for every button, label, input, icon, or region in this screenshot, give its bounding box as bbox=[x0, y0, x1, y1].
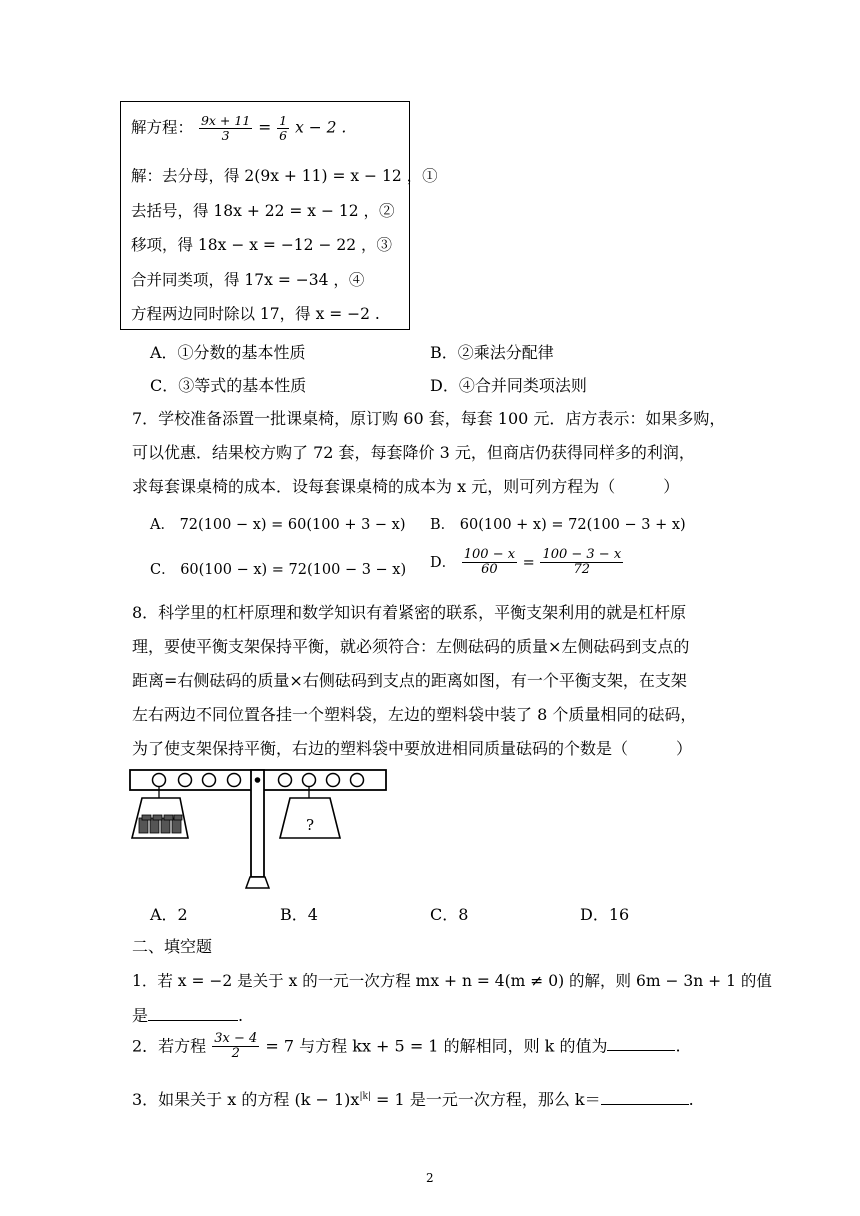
q6-option-d: D．④合并同类项法则 bbox=[430, 376, 587, 395]
q8-line-4: 左右两边不同位置各挂一个塑料袋，左边的塑料袋中装了 8 个质量相同的砝码， bbox=[132, 705, 697, 724]
fill-q2-blank[interactable] bbox=[607, 1036, 675, 1051]
fraction-1-den: 3 bbox=[221, 127, 230, 143]
q7-option-c: C． 60(100 − x) = 72(100 − 3 − x) bbox=[150, 562, 407, 578]
fill-q1-line-1: 1．若 x = −2 是关于 x 的一元一次方程 mx + n = 4(m ≠ 0) 的解，则 6m − 3n + 1 的值 bbox=[132, 972, 772, 990]
fraction-1-num: 9x + 11 bbox=[200, 113, 251, 128]
fill-q3 bbox=[132, 1087, 694, 1110]
fill-q1-line2-text: 是 bbox=[132, 1006, 149, 1025]
q8-line-3: 距离=右侧砝码的质量×右侧砝码到支点的距离如图，有一个平衡支架，在支架 bbox=[132, 671, 687, 690]
q7-option-b: B． 60(100 + x) = 72(100 − 3 + x) bbox=[430, 517, 686, 533]
q8-line-5: 为了使支架保持平衡，右边的塑料袋中要放进相同质量砝码的个数是（ ） bbox=[132, 739, 693, 758]
q7-line-1: 7．学校准备添置一批课桌椅，原订购 60 套，每套 100 元．店方表示：如果多购， bbox=[132, 409, 726, 428]
fraction-2-den: 6 bbox=[279, 127, 288, 143]
q7-d-num-2: 100 − 3 − x bbox=[542, 547, 622, 562]
page-number: 2 bbox=[426, 1171, 434, 1185]
fill-q3-end: . bbox=[688, 1090, 694, 1109]
q8-option-d: D．16 bbox=[580, 905, 630, 924]
fraction-1 bbox=[199, 114, 252, 143]
fraction-2 bbox=[277, 114, 289, 143]
balance-lever-figure bbox=[128, 764, 390, 890]
fill-q2-mid: = 7 与方程 kx + 5 = 1 的解相同，则 k 的值为 bbox=[265, 1036, 608, 1056]
fill-q2 bbox=[132, 1032, 681, 1062]
box-line-4: 移项，得 18x − x = −12 − 22 ，③ bbox=[131, 236, 393, 254]
q8-line-2: 理，要使平衡支架保持平衡，就必须符合：左侧砝码的质量×左侧砝码到支点的 bbox=[132, 637, 690, 656]
fill-q2-end: . bbox=[675, 1036, 681, 1056]
fill-q2-num: 3x − 4 bbox=[214, 1031, 258, 1046]
q6-option-a: A．①分数的基本性质 bbox=[150, 343, 306, 362]
q6-option-b: B．②乘法分配律 bbox=[430, 343, 554, 362]
box-line1-prefix: 解方程： bbox=[131, 118, 194, 137]
fill-q2-fraction bbox=[212, 1032, 259, 1062]
q7-d-den-2: 72 bbox=[573, 562, 591, 578]
fill-q3-exponent: |k| bbox=[359, 1091, 371, 1102]
equals-sign: = bbox=[258, 118, 272, 137]
fill-q3-prefix: 3．如果关于 x 的方程 (k − 1)x bbox=[132, 1090, 360, 1109]
section-title-fill-in: 二、填空题 bbox=[132, 937, 213, 956]
q7-option-a: A． 72(100 − x) = 60(100 + 3 − x) bbox=[150, 517, 406, 533]
fill-q1-line-2 bbox=[132, 1003, 243, 1026]
fill-q1-end: . bbox=[238, 1006, 244, 1025]
q6-option-c: C．③等式的基本性质 bbox=[150, 376, 307, 395]
fill-q3-blank[interactable] bbox=[601, 1090, 689, 1105]
q7-d-den-1: 60 bbox=[481, 562, 498, 578]
q7-d-fraction-1 bbox=[462, 548, 517, 578]
q8-option-a: A．2 bbox=[150, 905, 188, 924]
fill-q1-blank[interactable] bbox=[148, 1006, 238, 1021]
solution-box bbox=[120, 101, 438, 330]
lever-post bbox=[251, 770, 264, 877]
q7-option-d bbox=[430, 548, 624, 578]
box-line-6: 方程两边同时除以 17，得 x = −2 . bbox=[131, 305, 380, 323]
q7-d-equals: = bbox=[522, 554, 535, 571]
fill-q3-mid: = 1 是一元一次方程，那么 k＝ bbox=[370, 1090, 601, 1109]
box-line-1 bbox=[131, 114, 346, 143]
q7-d-num-1: 100 − x bbox=[463, 547, 516, 562]
q7-option-d-label: D． bbox=[430, 554, 457, 571]
box-line-2: 解：去分母，得 2(9x + 11) = x − 12 ，① bbox=[131, 167, 438, 185]
q8-option-c: C．8 bbox=[430, 905, 469, 924]
fill-q2-den: 2 bbox=[231, 1046, 240, 1062]
lever-base bbox=[246, 877, 269, 888]
q8-line-1: 8．科学里的杠杆原理和数学知识有着紧密的联系，平衡支架利用的就是杠杆原 bbox=[132, 603, 687, 622]
box-line-5: 合并同类项，得 17x = −34 ，④ bbox=[131, 271, 365, 289]
q7-line-2: 可以优惠．结果校方购了 72 套，每套降价 3 元，但商店仍获得同样多的利润， bbox=[132, 443, 695, 462]
fill-q2-prefix: 2．若方程 bbox=[132, 1036, 207, 1056]
q8-option-b: B．4 bbox=[280, 905, 318, 924]
box-line1-rest: x − 2 . bbox=[295, 118, 347, 137]
q7-d-fraction-2 bbox=[540, 548, 623, 578]
right-bag-question-mark: ? bbox=[305, 816, 315, 834]
box-line-3: 去括号，得 18x + 22 = x − 12 ，② bbox=[131, 202, 395, 220]
lever-fulcrum bbox=[255, 777, 261, 783]
q7-line-3: 求每套课桌椅的成本．设每套课桌椅的成本为 x 元，则可列方程为（ ） bbox=[132, 477, 680, 496]
fraction-2-num: 1 bbox=[279, 113, 288, 128]
